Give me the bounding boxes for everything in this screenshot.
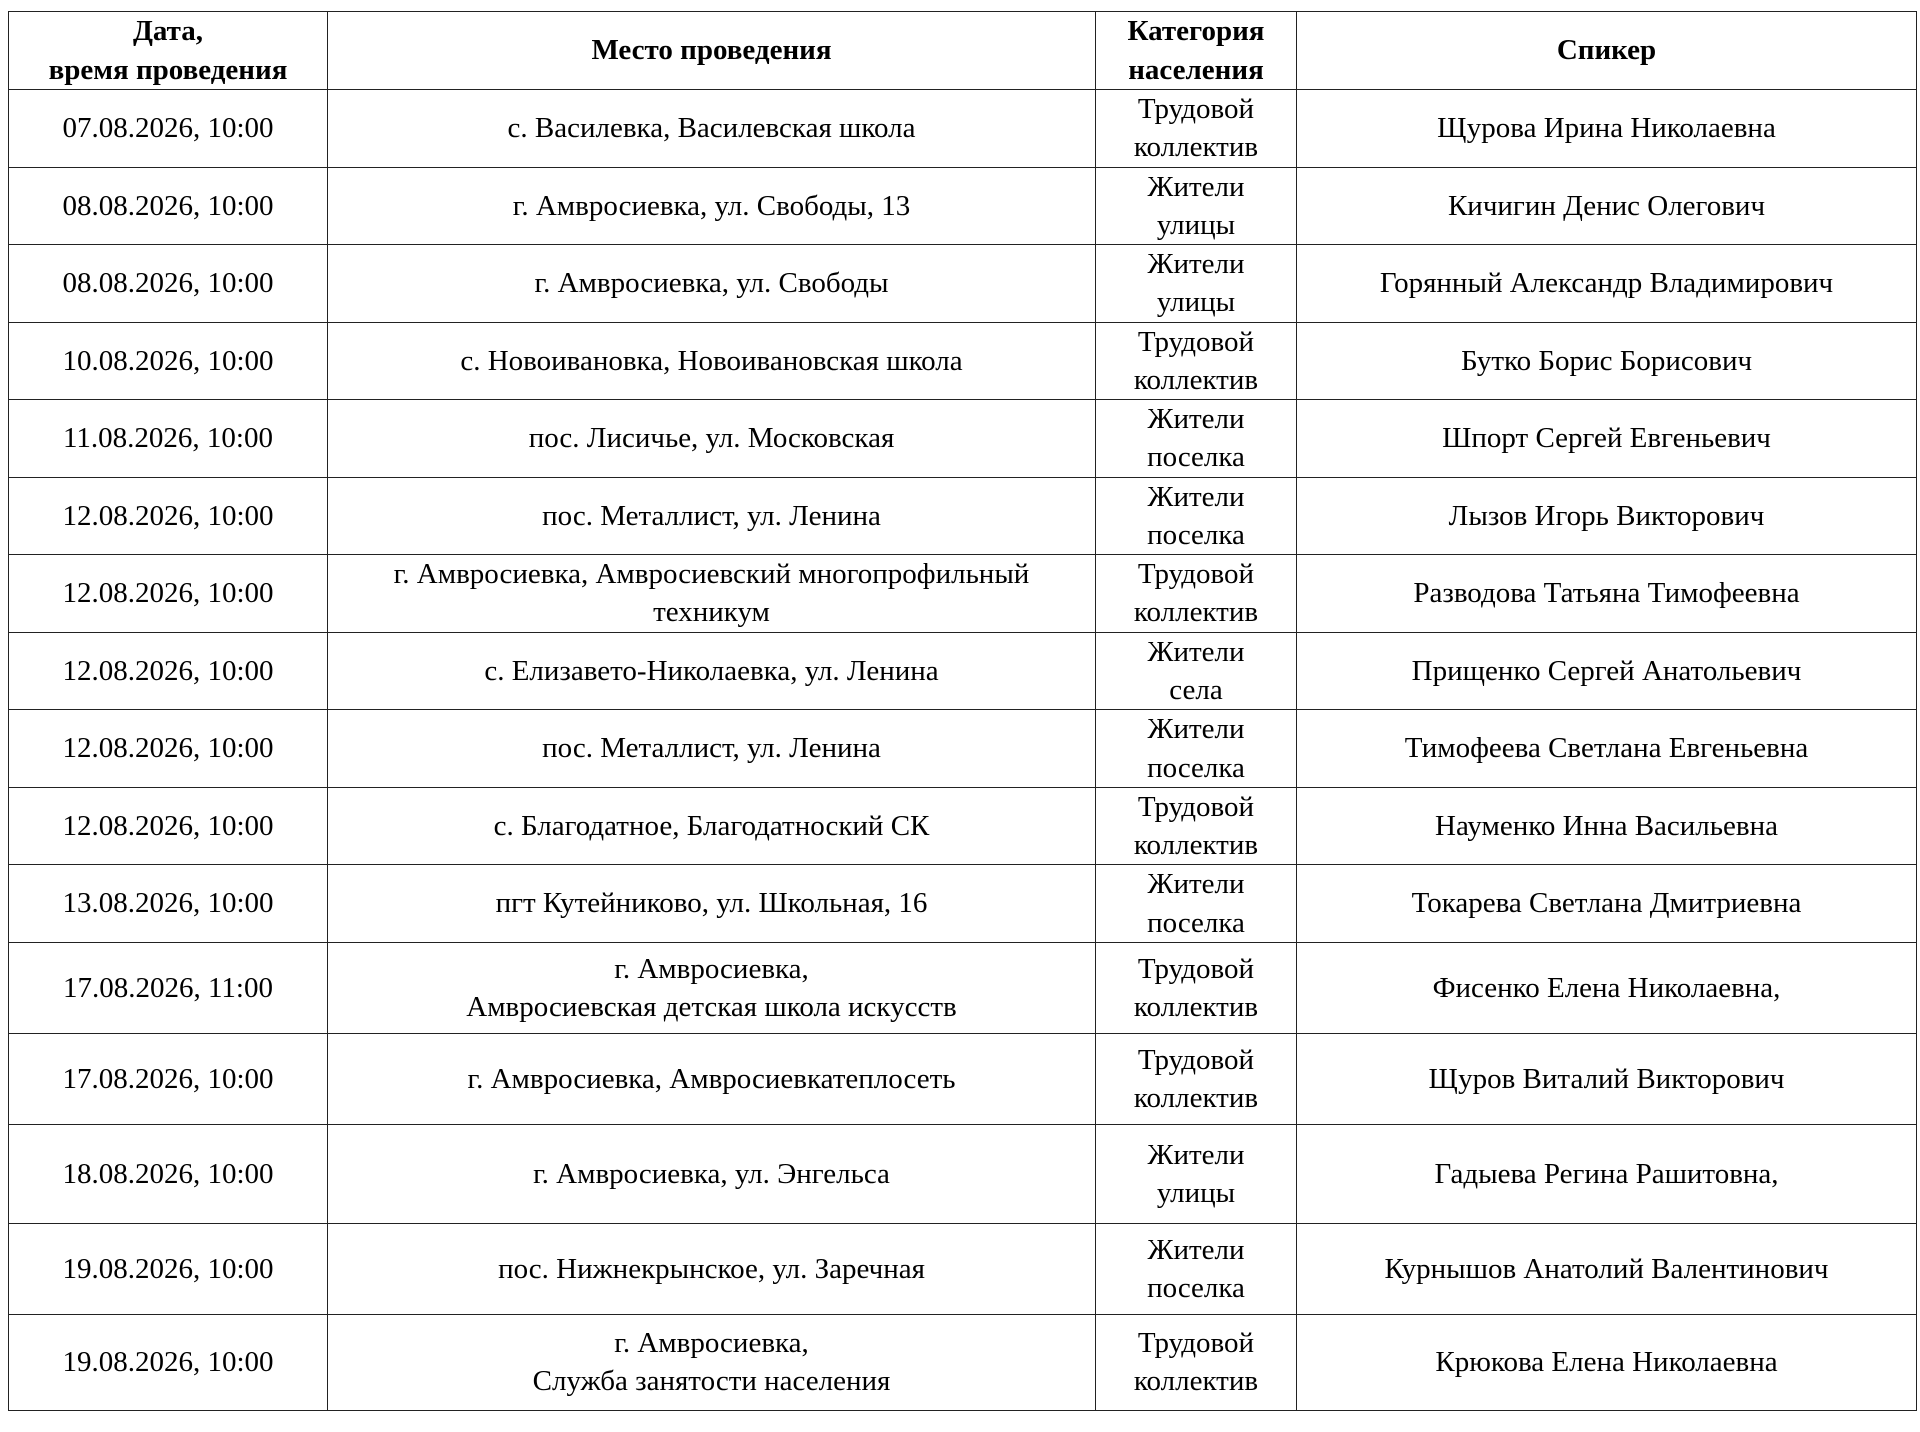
header-place-label: Место проведения — [591, 34, 832, 67]
table-row — [9, 1314, 1917, 1410]
cell-speaker: Фисенко Елена Николаевна, — [1297, 942, 1917, 1033]
cell-category: Трудовой коллектив — [1096, 322, 1297, 400]
table-header-row — [9, 12, 1917, 90]
cell-category: Жители поселка — [1096, 1223, 1297, 1314]
header-category — [1096, 12, 1297, 90]
cell-place: г. Амвросиевка, ул. Свободы, 13 — [328, 167, 1096, 245]
cell-place: г. Амвросиевка, Служба занятости населения — [328, 1314, 1096, 1410]
cell-place: г. Амвросиевка, Амвросиевский многопрофильный техникум — [328, 555, 1096, 633]
cell-place: с. Елизавето-Николаевка, ул. Ленина — [328, 632, 1096, 710]
table-row — [9, 865, 1917, 943]
cell-date: 17.08.2026, 10:00 — [9, 1033, 328, 1124]
table-row — [9, 555, 1917, 633]
cell-category: Жители села — [1096, 632, 1297, 710]
schedule-table — [8, 11, 1917, 1411]
cell-speaker: Токарева Светлана Дмитриевна — [1297, 865, 1917, 943]
cell-date: 13.08.2026, 10:00 — [9, 865, 328, 943]
cell-category: Жители улицы — [1096, 1124, 1297, 1223]
cell-category: Жители поселка — [1096, 400, 1297, 478]
cell-speaker: Крюкова Елена Николаевна — [1297, 1314, 1917, 1410]
cell-speaker: Науменко Инна Васильевна — [1297, 787, 1917, 865]
cell-date: 10.08.2026, 10:00 — [9, 322, 328, 400]
cell-place: г. Амвросиевка, Амвросиевкатеплосеть — [328, 1033, 1096, 1124]
cell-place: пгт Кутейниково, ул. Школьная, 16 — [328, 865, 1096, 943]
header-category-label: Категория населения — [1127, 15, 1265, 86]
header-date-label: Дата, время проведения — [48, 15, 288, 86]
cell-date: 12.08.2026, 10:00 — [9, 555, 328, 633]
cell-speaker: Шпорт Сергей Евгеньевич — [1297, 400, 1917, 478]
cell-place: пос. Лисичье, ул. Московская — [328, 400, 1096, 478]
cell-place: с. Благодатное, Благодатноский СК — [328, 787, 1096, 865]
cell-category: Трудовой коллектив — [1096, 787, 1297, 865]
cell-speaker: Гадыева Регина Рашитовна, — [1297, 1124, 1917, 1223]
cell-place: с. Василевка, Василевская школа — [328, 90, 1096, 168]
table-row — [9, 400, 1917, 478]
cell-date: 08.08.2026, 10:00 — [9, 167, 328, 245]
cell-place: г. Амвросиевка, ул. Энгельса — [328, 1124, 1096, 1223]
cell-place: пос. Металлист, ул. Ленина — [328, 477, 1096, 555]
cell-category: Жители поселка — [1096, 710, 1297, 788]
cell-date: 12.08.2026, 10:00 — [9, 787, 328, 865]
cell-speaker: Бутко Борис Борисович — [1297, 322, 1917, 400]
table-row — [9, 632, 1917, 710]
cell-date: 12.08.2026, 10:00 — [9, 710, 328, 788]
cell-place: г. Амвросиевка, Амвросиевская детская школа искусств — [328, 942, 1096, 1033]
table-row — [9, 1223, 1917, 1314]
cell-category: Жители улицы — [1096, 167, 1297, 245]
cell-speaker: Щуров Виталий Викторович — [1297, 1033, 1917, 1124]
cell-speaker: Разводова Татьяна Тимофеевна — [1297, 555, 1917, 633]
table-row — [9, 1124, 1917, 1223]
cell-speaker: Лызов Игорь Викторович — [1297, 477, 1917, 555]
header-date — [9, 12, 328, 90]
cell-category: Трудовой коллектив — [1096, 90, 1297, 168]
cell-place: с. Новоивановка, Новоивановская школа — [328, 322, 1096, 400]
table-row — [9, 1033, 1917, 1124]
table-row — [9, 942, 1917, 1033]
header-speaker — [1297, 12, 1917, 90]
cell-speaker: Кичигин Денис Олегович — [1297, 167, 1917, 245]
table-row — [9, 710, 1917, 788]
cell-date: 12.08.2026, 10:00 — [9, 632, 328, 710]
table-row — [9, 322, 1917, 400]
cell-category: Трудовой коллектив — [1096, 942, 1297, 1033]
header-speaker-label: Спикер — [1556, 34, 1657, 67]
cell-speaker: Тимофеева Светлана Евгеньевна — [1297, 710, 1917, 788]
cell-speaker: Горянный Александр Владимирович — [1297, 245, 1917, 323]
cell-place: пос. Металлист, ул. Ленина — [328, 710, 1096, 788]
cell-speaker: Щурова Ирина Николаевна — [1297, 90, 1917, 168]
table-row — [9, 787, 1917, 865]
cell-category: Жители поселка — [1096, 477, 1297, 555]
table-row — [9, 245, 1917, 323]
cell-speaker: Курнышов Анатолий Валентинович — [1297, 1223, 1917, 1314]
cell-place: г. Амвросиевка, ул. Свободы — [328, 245, 1096, 323]
header-place — [328, 12, 1096, 90]
cell-place: пос. Нижнекрынское, ул. Заречная — [328, 1223, 1096, 1314]
cell-category: Трудовой коллектив — [1096, 1314, 1297, 1410]
cell-date: 12.08.2026, 10:00 — [9, 477, 328, 555]
table-row — [9, 167, 1917, 245]
table-row — [9, 477, 1917, 555]
cell-date: 08.08.2026, 10:00 — [9, 245, 328, 323]
cell-date: 19.08.2026, 10:00 — [9, 1223, 328, 1314]
cell-category: Жители улицы — [1096, 245, 1297, 323]
cell-category: Жители поселка — [1096, 865, 1297, 943]
cell-date: 17.08.2026, 11:00 — [9, 942, 328, 1033]
cell-date: 11.08.2026, 10:00 — [9, 400, 328, 478]
cell-date: 07.08.2026, 10:00 — [9, 90, 328, 168]
cell-speaker: Прищенко Сергей Анатольевич — [1297, 632, 1917, 710]
cell-category: Трудовой коллектив — [1096, 555, 1297, 633]
cell-date: 19.08.2026, 10:00 — [9, 1314, 328, 1410]
cell-date: 18.08.2026, 10:00 — [9, 1124, 328, 1223]
table-row — [9, 90, 1917, 168]
cell-category: Трудовой коллектив — [1096, 1033, 1297, 1124]
